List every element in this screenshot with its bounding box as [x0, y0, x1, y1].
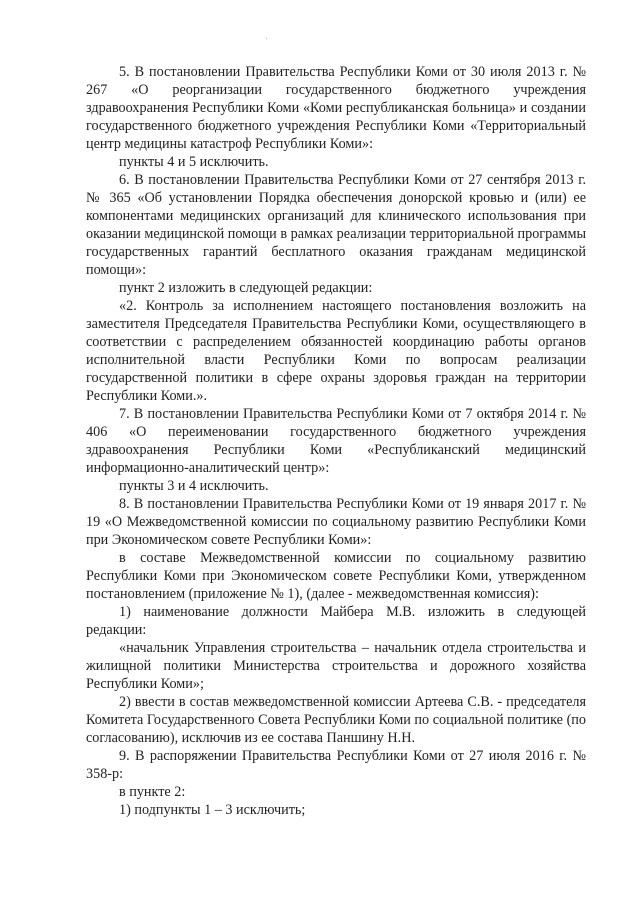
paragraph-item-5-action: пункты 4 и 5 исключить.: [119, 154, 269, 170]
paragraph-item-9: 9. В распоряжении Правительства Республики Коми от 27 июля 2016 г. № 358-р:: [86, 748, 586, 782]
paragraph-item-9-subitem-1: 1) подпункты 1 – 3 исключить;: [119, 802, 306, 818]
paragraph-item-6: 6. В постановлении Правительства Республики Коми от 27 сентября 2013 г. № 365 «Об установлении Порядка обеспечения донорской кровью и (или) ее компонентами медицинских организаций для клинического использования при оказании медицинской помощи в рамках реализации территориальной программы государственных гарантий бесплатного оказания гражданам медицинской помощи»:: [86, 172, 586, 278]
paragraph-item-6-action: пункт 2 изложить в следующей редакции:: [119, 280, 373, 296]
paragraph-item-7-action: пункты 3 и 4 исключить.: [119, 478, 269, 494]
paragraph-item-8-quote: «начальник Управления строительства – начальник отдела строительства и жилищной политики Министерства строительства и дорожного хозяйства Республики Коми»;: [86, 640, 586, 692]
document-body: [86, 63, 586, 819]
paragraph-item-7: 7. В постановлении Правительства Республики Коми от 7 октября 2014 г. № 406 «О переименовании государственного бюджетного учреждения здравоохранения Республики Коми «Республиканский медицинский информационно-аналитический центр»:: [86, 406, 586, 476]
paragraph-item-8-subitem-2: 2) ввести в состав межведомственной комиссии Артеева С.В. - председателя Комитета Государственного Совета Республики Коми по социальной политике (по согласованию), исключив из ее состава Паншину Н.Н.: [86, 694, 586, 746]
paragraph-item-5: 5. В постановлении Правительства Республики Коми от 30 июля 2013 г. № 267 «О реорганизации государственного бюджетного учреждения здравоохранения Республики Коми «Коми республиканская больница» и создании государственного бюджетного учреждения Республики Коми «Территориальный центр медицины катастроф Республики Коми»:: [86, 64, 586, 152]
paragraph-item-6-quote: «2. Контроль за исполнением настоящего постановления возложить на заместителя Председателя Правительства Республики Коми, осуществляющего в соответствии с распределением обязанностей координацию работы органов исполнительной власти Республики Коми по вопросам реализации государственной политики в сфере охраны здоровья граждан на территории Республики Коми.».: [86, 298, 586, 404]
paragraph-item-8-composition: в составе Межведомственной комиссии по социальному развитию Республики Коми при Экономическом совете Республики Коми, утвержденном постановлением (приложение № 1), (далее - межведомственная комиссия):: [86, 550, 586, 602]
paragraph-item-8: 8. В постановлении Правительства Республики Коми от 19 января 2017 г. № 19 «О Межведомственной комиссии по социальному развитию Республики Коми при Экономическом совете Республики Коми»:: [86, 496, 586, 548]
paragraph-item-8-subitem-1: 1) наименование должности Майбера М.В. изложить в следующей редакции:: [86, 604, 586, 638]
page-mark: ': [266, 36, 268, 45]
paragraph-item-9-point: в пункте 2:: [119, 784, 186, 800]
